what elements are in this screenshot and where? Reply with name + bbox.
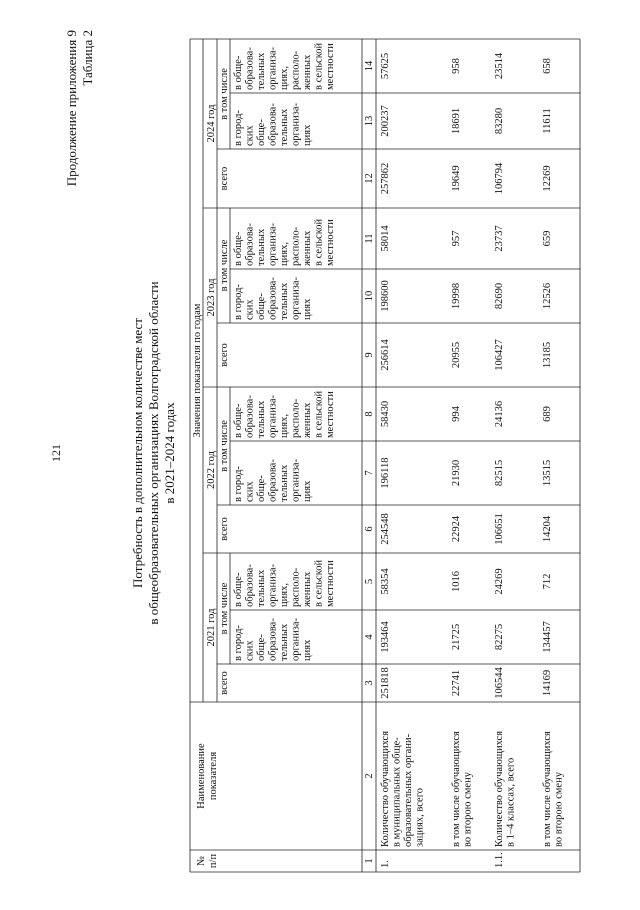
table-cell-value: 24269 [494, 568, 505, 595]
including-header: в том числе [219, 420, 230, 472]
urban-schools-header: образова- [267, 277, 279, 320]
row-name: в том числе обучающихся [542, 731, 553, 847]
table-cell-value: 198600 [380, 280, 391, 312]
row-name: во второю смену [462, 772, 474, 847]
rural-schools-header: тельных [256, 569, 267, 607]
appendix-continuation: Продолжение приложения 9 [64, 30, 79, 187]
rural-schools-header: в обще- [233, 55, 244, 90]
rural-schools-header: женных [302, 54, 313, 90]
table-cell-value: 957 [451, 230, 462, 247]
including-header: в том числе [219, 68, 230, 120]
row-name: зациях, всего [414, 787, 426, 847]
table-cell-value: 24136 [494, 400, 505, 428]
column-number: 3 [364, 680, 375, 686]
table-cell-value: 23737 [494, 225, 505, 252]
urban-schools-header: организа- [290, 458, 302, 502]
column-header-no: № [196, 855, 207, 867]
document-title-line3: в 2021–2024 годах [162, 402, 177, 504]
table-cell-value: 658 [542, 58, 553, 74]
column-number: 10 [364, 290, 375, 302]
rural-schools-header: образова- [244, 47, 256, 90]
urban-schools-header: ских [244, 481, 256, 502]
urban-schools-header: циях [302, 639, 313, 661]
column-number: 8 [364, 411, 375, 417]
column-header-name: показателя [208, 751, 219, 801]
table-cell-value: 11611 [542, 108, 553, 134]
urban-schools-header: циях [302, 124, 313, 146]
table-cell-value: 22741 [451, 669, 462, 697]
including-header: в том числе [219, 582, 230, 635]
row-name: в том числе обучающихся [451, 731, 462, 847]
row-name: Количество обучающихся [494, 730, 505, 847]
urban-schools-header: в город- [233, 466, 244, 502]
table-cell-value: 689 [542, 406, 553, 422]
urban-schools-header: тельных [279, 108, 290, 146]
rural-schools-header: циях, [279, 414, 290, 438]
table-cell-value: 82690 [494, 282, 505, 310]
column-header-no: п/п [208, 853, 219, 869]
table-cell-value: 134457 [542, 621, 553, 653]
urban-schools-header: ских [244, 299, 256, 320]
rural-schools-header: образова- [244, 223, 256, 266]
table-cell-value: 58354 [380, 568, 391, 595]
values-by-year-header: Значения показателя по годам [192, 303, 203, 438]
row-name: Количество обучающихся [380, 730, 391, 847]
row-name: в муниципальных обще- [391, 737, 403, 847]
table-cell-value: 14204 [542, 515, 553, 543]
row-name: во второю смену [553, 772, 565, 847]
column-number: 4 [364, 634, 375, 640]
urban-schools-header: образова- [267, 618, 279, 661]
table-cell-value: 19998 [451, 282, 462, 310]
document-title-line1: Потребность в дополнительном количестве мест [130, 318, 145, 588]
table-cell-value: 22924 [451, 515, 462, 543]
total-header: всего [219, 343, 230, 367]
urban-schools-header: в город- [233, 110, 244, 146]
rural-schools-header: организа- [267, 563, 279, 607]
column-number: 5 [364, 578, 375, 585]
urban-schools-header: в город- [233, 625, 244, 661]
rural-schools-header: в сельской [313, 390, 325, 438]
urban-schools-header: обще- [256, 475, 267, 502]
rural-schools-header: женных [302, 571, 313, 607]
year-header: 2022 год [206, 451, 217, 489]
rural-schools-header: образова- [244, 564, 256, 607]
table-cell-value: 193464 [380, 621, 391, 653]
table-cell-value: 994 [451, 406, 462, 422]
column-number: 13 [364, 115, 375, 127]
table-cell-value: 106544 [494, 667, 505, 699]
rural-schools-header: располо- [290, 567, 302, 607]
table-cell-value: 58430 [380, 400, 391, 428]
urban-schools-header: образова- [267, 459, 279, 502]
urban-schools-header: организа- [290, 102, 302, 146]
column-number: 11 [364, 233, 375, 244]
total-header: всего [219, 671, 230, 695]
column-number: 1 [364, 858, 375, 864]
urban-schools-header: ских [244, 640, 256, 661]
rural-schools-header: женных [302, 230, 313, 266]
including-header: в том числе [219, 239, 230, 292]
table-cell-value: 82275 [494, 623, 505, 651]
column-number: 12 [364, 173, 375, 184]
table-cell-value: 23514 [494, 52, 505, 80]
column-number: 14 [364, 60, 375, 72]
urban-schools-header: организа- [290, 617, 302, 661]
rural-schools-header: в сельской [313, 42, 325, 90]
row-number: 1.1. [494, 852, 505, 868]
table-cell-value: 712 [542, 573, 553, 590]
table-cell-value: 958 [451, 58, 462, 74]
table-cell-value: 659 [542, 230, 553, 247]
row-name: образовательных органи- [403, 733, 414, 847]
page-number: 121 [49, 444, 63, 462]
rural-schools-header: организа- [267, 46, 279, 90]
rural-schools-header: организа- [267, 222, 279, 266]
table-cell-value: 254548 [380, 513, 391, 545]
table-cell-value: 196118 [380, 457, 391, 489]
column-number: 2 [364, 773, 375, 779]
urban-schools-header: циях [302, 298, 313, 320]
rural-schools-header: в обще- [233, 231, 244, 266]
urban-schools-header: образова- [267, 103, 279, 146]
urban-schools-header: обще- [256, 293, 267, 320]
rural-schools-header: местности [325, 391, 336, 438]
table-cell-value: 106651 [494, 513, 505, 545]
table-cell-value: 1016 [451, 571, 462, 592]
table-cell-value: 13515 [542, 459, 553, 487]
table-cell-value: 19649 [451, 165, 462, 192]
table-cell-value: 83280 [494, 107, 505, 135]
rural-schools-header: в обще- [233, 403, 244, 438]
table-label: Таблица 2 [80, 30, 95, 86]
table-cell-value: 21930 [451, 459, 462, 487]
table-cell-value: 257862 [380, 162, 391, 195]
rural-schools-header: женных [302, 402, 313, 438]
urban-schools-header: тельных [279, 282, 290, 320]
rural-schools-header: тельных [256, 228, 267, 266]
column-number: 7 [364, 470, 375, 476]
rural-schools-header: в сельской [313, 559, 325, 607]
year-header: 2023 год [206, 278, 217, 317]
rural-schools-header: циях, [279, 242, 290, 266]
table-cell-value: 200237 [380, 105, 391, 137]
column-number: 9 [364, 352, 375, 358]
urban-schools-header: обще- [256, 634, 267, 661]
table-cell-value: 20955 [451, 341, 462, 369]
urban-schools-header: обще- [256, 119, 267, 146]
table-cell-value: 57625 [380, 52, 391, 80]
table-cell-value: 21725 [451, 623, 462, 651]
rural-schools-header: образова- [244, 395, 256, 438]
urban-schools-header: в город- [233, 284, 244, 320]
rural-schools-header: в сельской [313, 218, 325, 266]
table-cell-value: 106427 [494, 339, 505, 371]
row-name: в 1–4 классах, всего [505, 757, 517, 847]
rural-schools-header: располо- [290, 226, 302, 266]
table-cell-value: 14169 [542, 669, 553, 697]
table-cell-value: 251818 [380, 667, 391, 699]
column-number: 6 [364, 526, 375, 532]
column-header-name: Наименование [196, 743, 207, 809]
table-cell-value: 18691 [451, 107, 462, 135]
total-header: всего [219, 166, 230, 191]
table-cell-value: 106794 [494, 162, 505, 195]
rural-schools-header: циях, [279, 583, 290, 607]
table-cell-value: 12526 [542, 282, 553, 310]
rural-schools-header: организа- [267, 394, 279, 438]
table-cell-value: 13185 [542, 341, 553, 369]
urban-schools-header: тельных [279, 464, 290, 502]
rural-schools-header: тельных [256, 52, 267, 90]
row-number: 1. [380, 860, 391, 868]
table-cell-value: 82515 [494, 459, 505, 487]
year-header: 2024 год [206, 104, 217, 143]
rural-schools-header: циях, [279, 66, 290, 90]
total-header: всего [219, 517, 230, 541]
urban-schools-header: циях [302, 480, 313, 502]
year-header: 2021 год [206, 608, 217, 647]
rural-schools-header: местности [325, 43, 336, 90]
urban-schools-header: организа- [290, 276, 302, 320]
table-cell-value: 58014 [380, 225, 391, 252]
document-title-line2: в общеобразовательных организациях Волгоградской области [146, 281, 161, 625]
rural-schools-header: местности [325, 219, 336, 266]
data-table [192, 42, 565, 868]
rural-schools-header: располо- [290, 398, 302, 438]
urban-schools-header: тельных [279, 623, 290, 661]
table-cell-value: 12269 [542, 165, 553, 192]
table-cell-value: 256614 [380, 339, 391, 371]
rural-schools-header: в обще- [233, 572, 244, 607]
rural-schools-header: располо- [290, 50, 302, 90]
urban-schools-header: ских [244, 125, 256, 146]
rural-schools-header: местности [325, 560, 336, 607]
rural-schools-header: тельных [256, 400, 267, 438]
